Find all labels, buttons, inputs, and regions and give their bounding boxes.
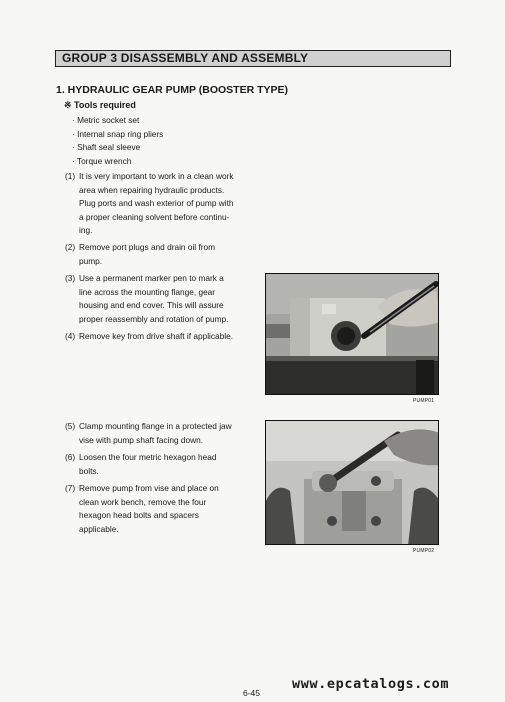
step-number: (3)	[65, 273, 76, 283]
step-line: area when repairing hydraulic products.	[79, 184, 225, 195]
tool-item: · Metric socket set	[72, 114, 163, 128]
step-text	[79, 451, 241, 478]
step-line: Remove port plugs and drain oil from	[79, 242, 216, 252]
step-line: hexagon head bolts and spacers	[79, 510, 199, 520]
step-line: Loosen the four metric hexagon head	[79, 452, 217, 462]
step-line: applicable.	[79, 523, 119, 534]
step-number: (6)	[65, 452, 76, 462]
tools-required-heading: ※ Tools required	[64, 100, 136, 110]
step-text	[79, 170, 241, 238]
step-line: Plug ports and wash exterior of pump with	[79, 198, 234, 208]
step-line: proper reassembly and rotation of pump.	[79, 313, 229, 324]
tool-item: · Shaft seal sleeve	[72, 141, 163, 155]
pump-vise-photo	[265, 420, 439, 545]
step-line: pump.	[79, 255, 103, 266]
step-number: (4)	[65, 331, 76, 341]
step-line: line across the mounting flange, gear	[79, 286, 216, 297]
tools-list	[72, 114, 163, 168]
pump-vise-illustration	[266, 421, 439, 545]
step-line: Clamp mounting flange in a protected jaw	[79, 421, 232, 431]
pump-marking-illustration	[266, 274, 439, 395]
tool-item: · Internal snap ring pliers	[72, 128, 163, 142]
pump-marking-photo	[265, 273, 439, 395]
step-number: (1)	[65, 171, 76, 181]
step-text	[79, 482, 241, 536]
step-text	[79, 241, 241, 268]
step-number: (7)	[65, 483, 76, 493]
section-title: 1. HYDRAULIC GEAR PUMP (BOOSTER TYPE)	[56, 84, 288, 96]
step-number: (2)	[65, 242, 76, 252]
step-line: Remove pump from vise and place on	[79, 483, 219, 493]
step-text	[79, 420, 241, 447]
step-line: vise with pump shaft facing down.	[79, 434, 204, 445]
watermark: www.epcatalogs.com	[292, 676, 450, 692]
step-number: (5)	[65, 421, 76, 431]
figure-caption: PUMP02	[413, 548, 435, 554]
step-line: Use a permanent marker pen to mark a	[79, 273, 224, 283]
step-line: ing.	[79, 225, 93, 235]
tool-item: · Torque wrench	[72, 155, 163, 169]
step-line: It is very important to work in a clean work	[79, 171, 234, 181]
step-line: housing and end cover. This will assure	[79, 300, 224, 310]
group-title-bar: GROUP 3 DISASSEMBLY AND ASSEMBLY	[55, 50, 451, 67]
figure-caption: PUMP01	[413, 398, 435, 404]
step-line: a proper cleaning solvent before continu-	[79, 211, 230, 222]
page-number: 6-45	[243, 688, 261, 698]
step-line: Remove key from drive shaft if applicable.	[79, 331, 234, 341]
step-line: clean work bench, remove the four	[79, 496, 207, 507]
step-text	[79, 330, 259, 344]
step-text	[79, 272, 241, 326]
step-line: bolts.	[79, 465, 99, 476]
